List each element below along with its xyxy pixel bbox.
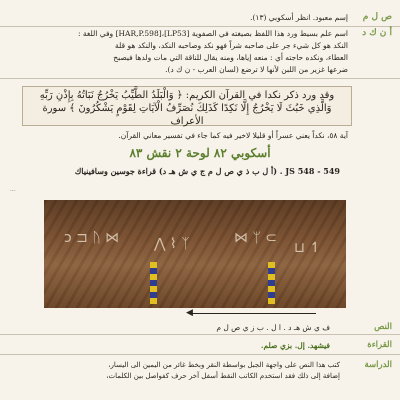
row-label: أ ن ك د <box>362 28 392 38</box>
reading-direction-arrow <box>190 313 316 314</box>
row-label: ص ل م <box>362 12 392 22</box>
measurement-scale <box>150 262 157 308</box>
field-label-text: النص <box>374 322 392 332</box>
carved-glyph: ⊃ ᛘ ⋈ <box>234 230 278 246</box>
field-label-reading: القراءة <box>367 340 392 350</box>
field-label-study: الدراسة <box>364 360 392 370</box>
divider <box>0 354 400 355</box>
row-line: العطاء، ونكده حاجته أي : منعه إياها، ومنه يقال للناقة التي مات ولدها فيصبح <box>113 53 348 62</box>
study-text <box>20 360 340 382</box>
study-line: كتب هذا النص على واجهة الجبل بواسطة النقر وبخط غائر من اليمين الى اليسار، <box>108 361 340 369</box>
margin-note: ... <box>10 186 16 193</box>
row-text: آية ٥٨، نكداً يعني عسراً أو قليلا لاخير فيه كما جاء في تفسير معاني القرآن. <box>118 131 348 140</box>
carved-glyph: ⋈ ↄ ⊐ ᚢ <box>64 230 120 246</box>
study-line: إضافة إلى ذلك فقد استخدم الكاتب النقط أسفل آخر حرف كفواصل بين الكلمات، <box>106 372 340 380</box>
arrow-left-icon: ◀ <box>186 308 193 318</box>
transliteration: ف ي ش هـ د . ا ل . ب ز ي ص ل م <box>216 323 330 332</box>
row-line: النكد هو كل شيء جر على صاحبه شراً فهو نكد وصاحبه النكد، والنكد هو قلة <box>115 41 348 50</box>
section-heading: أسكوبي ٨٢ لوحة ٢ نقش ٨٣ <box>129 146 271 160</box>
row-line: ضرعها غزير من اللبن لأنها لا ترضع (لسان العرب - ن ك د). <box>165 65 348 74</box>
row-line: اسم علم بسيط ورد هذا اللفظ بصيغته في الصفوية [LP53]،[HAR,P.598] وفي اللغة : <box>77 29 348 38</box>
measurement-scale <box>268 262 275 308</box>
inscription-reference: 549 - JS 548 . (أ ل ب ذ ي ص ل م ج ي ش هـ د) قراءة جوسين وسافينياك <box>74 166 340 176</box>
carved-glyph: ↿ ⊔ <box>294 240 322 256</box>
row-text-block <box>18 28 348 76</box>
quran-quote: وقد ورد ذكر نكدا في القرآن الكريم: ﴿ وَالْبَلَدُ الطَّيِّبُ يَخْرُجُ نَبَاتُهُ بِإِذْنِ رَبِّهِ وَالَّذِي خَبُثَ لَا يَخْرُجُ إِلَّا نَكِدًا كَذَلِكَ نُصَرِّفُ الْآيَاتِ لِقَوْمٍ يَشْكُرُونَ ﴾ سورة الأعراف <box>22 86 352 126</box>
divider <box>0 26 400 27</box>
row-text: إسم معبود. انظر أسكوبي (١٣). <box>250 13 348 22</box>
reading-value: فيشهد. إل. بزي صلم. <box>260 341 330 350</box>
divider <box>0 334 400 335</box>
carved-glyph: ᛉ ⌇ ⋀ <box>154 236 190 252</box>
inscription-photo <box>44 200 346 308</box>
divider <box>0 78 400 79</box>
